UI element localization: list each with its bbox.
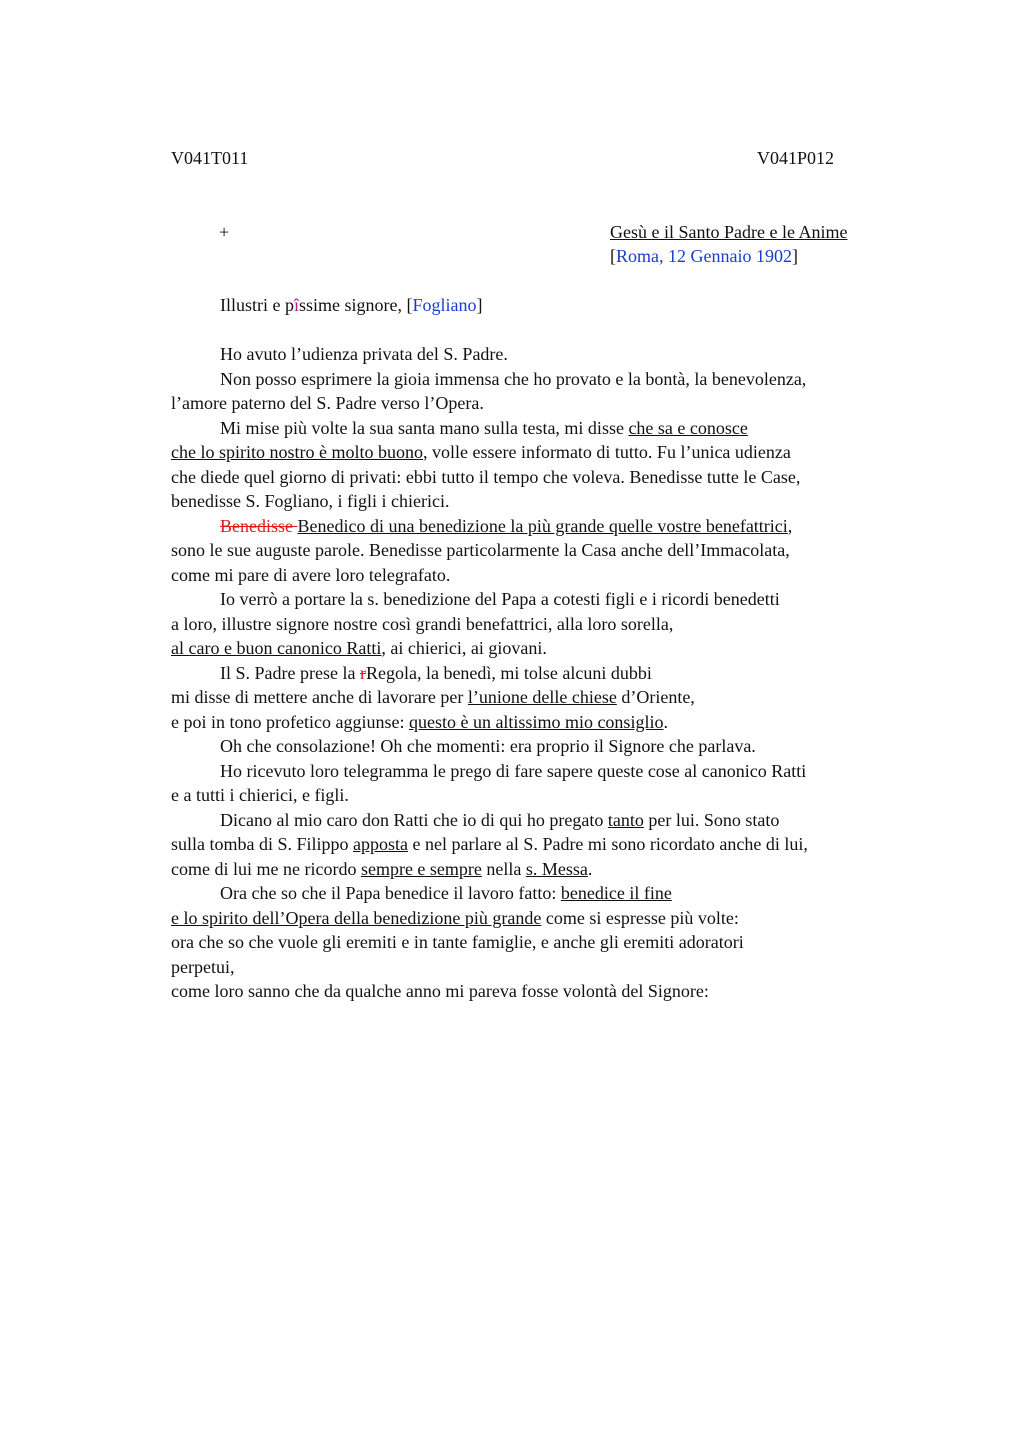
text-line (171, 857, 931, 882)
text-line (171, 808, 931, 833)
text: come di lui me ne ricordo (171, 858, 361, 879)
text: sulla tomba di S. Filippo (171, 834, 354, 854)
text: . (663, 711, 668, 732)
text: , volle essere informato di tutto. Fu l’unica udienza (422, 442, 791, 462)
text: Il S. Padre prese la (220, 662, 360, 683)
text: perpetui, (171, 956, 235, 977)
text-line (171, 979, 931, 1004)
text: Io verrò a portare la s. benedizione del Papa a cotesti figli e i ricordi benedetti (220, 589, 780, 609)
text: Non posso esprimere la gioia immensa che ho provato e la bontà, la benevolenza, (220, 368, 807, 389)
bracket: ] (476, 295, 483, 315)
text: sono le sue auguste parole. Benedisse particolarmente la Casa anche dell’Immacolata, (171, 540, 790, 560)
text: , (787, 515, 793, 536)
header-right-code: V041P012 (757, 148, 835, 168)
underlined-text: benedice il fine (560, 883, 672, 903)
text: Regola, la benedì, mi tolse alcuni dubbi (365, 662, 652, 683)
text: e poi in tono profetico aggiunse: (171, 711, 409, 732)
underlined-text: s. Messa (525, 858, 588, 879)
text-line (171, 391, 931, 416)
underlined-text: questo è un altissimo mio consiglio (408, 711, 664, 732)
text: come mi pare di avere loro telegrafato. (171, 564, 451, 585)
deleted-text: Benedisse (220, 515, 298, 536)
text: come loro sanno che da qualche anno mi pareva fosse volontà del Signore: (171, 981, 709, 1001)
text-line (171, 416, 931, 441)
text: benedisse S. Fogliano, i figli i chierici. (171, 491, 450, 511)
header-left-code: V041T011 (171, 148, 249, 168)
salutation-part: ssime signore, (299, 295, 407, 315)
text-line (171, 563, 931, 588)
salutation-accent: î (294, 295, 300, 315)
text-line (171, 367, 931, 392)
text: per lui. Sono stato (643, 809, 780, 830)
letter-title-text: Gesù e il Santo Padre e le Anime (610, 222, 848, 242)
cross-mark: + (219, 222, 230, 242)
text-line (171, 710, 931, 735)
text-line (171, 489, 931, 514)
text: nella (481, 858, 526, 879)
text: l’amore paterno del S. Padre verso l’Opera. (171, 393, 484, 413)
text: ora che so che vuole gli eremiti e in tante famiglie, e anche gli eremiti adoratori (171, 932, 744, 952)
date-text: Roma, 12 Gennaio 1902 (616, 246, 792, 266)
text-line (171, 685, 931, 710)
text-line (171, 930, 931, 955)
text-line (171, 783, 931, 808)
text: d’Oriente, (616, 687, 695, 707)
text: che diede quel giorno di privati: ebbi tutto il tempo che voleva. Benedisse tutte le Case, (171, 466, 801, 487)
underlined-text: apposta (353, 834, 408, 854)
text-line (171, 538, 931, 563)
text-line (171, 832, 931, 857)
date-open-bracket: [ (610, 246, 616, 266)
underlined-text: Benedico di una benedizione la più grande quelle vostre benefattrici (297, 515, 788, 536)
underlined-text: tanto (607, 809, 644, 830)
text: Ho ricevuto loro telegramma le prego di fare sapere queste cose al canonico Ratti (220, 760, 807, 781)
text-line (171, 759, 931, 784)
salutation-place: Fogliano (412, 295, 477, 315)
underlined-text: che lo spirito nostro è molto buono (171, 442, 423, 462)
bracket: [ (406, 295, 413, 315)
underlined-text: sempre e sempre (360, 858, 482, 879)
date-close-bracket: ] (791, 246, 798, 266)
text-line (171, 955, 931, 980)
text: Ho avuto l’udienza privata del S. Padre. (220, 344, 508, 364)
deleted-text: r (359, 662, 366, 683)
text-line (171, 465, 931, 490)
underlined-text: al caro e buon canonico Ratti (171, 638, 382, 658)
text: come si espresse più volte: (541, 907, 739, 928)
underlined-text: che sa e conosce (628, 417, 748, 438)
text-line (171, 734, 931, 759)
text-line (171, 587, 931, 612)
letter-title (610, 220, 847, 245)
text: , ai chierici, ai giovani. (381, 638, 547, 658)
text: e nel parlare al S. Padre mi sono ricordato anche di lui, (408, 834, 808, 854)
text: e a tutti i chierici, e figli. (171, 785, 349, 805)
text: Mi mise più volte la sua santa mano sulla testa, mi disse (220, 417, 629, 438)
text: Dicano al mio caro don Ratti che io di qui ho pregato (220, 809, 608, 830)
salutation-part: Illustri e p (220, 295, 294, 315)
text-line (171, 440, 931, 465)
text-line (171, 661, 931, 686)
text-line (171, 636, 931, 661)
text-line (171, 514, 931, 539)
salutation (220, 293, 483, 318)
text: . (587, 858, 593, 879)
letter-body (171, 342, 931, 1004)
text-line (171, 906, 931, 931)
text: Oh che consolazione! Oh che momenti: era proprio il Signore che parlava. (220, 736, 756, 756)
underlined-text: e lo spirito dell’Opera della benedizione più grande (171, 907, 542, 928)
underlined-text: l’unione delle chiese (467, 687, 617, 707)
text-line (171, 342, 931, 367)
text: mi disse di mettere anche di lavorare per (171, 687, 468, 707)
text-line (171, 881, 931, 906)
text-line (171, 612, 931, 637)
text: Ora che so che il Papa benedice il lavoro fatto: (220, 883, 561, 903)
text: a loro, illustre signore nostre così grandi benefattrici, alla loro sorella, (171, 613, 674, 634)
letter-date (610, 244, 798, 269)
